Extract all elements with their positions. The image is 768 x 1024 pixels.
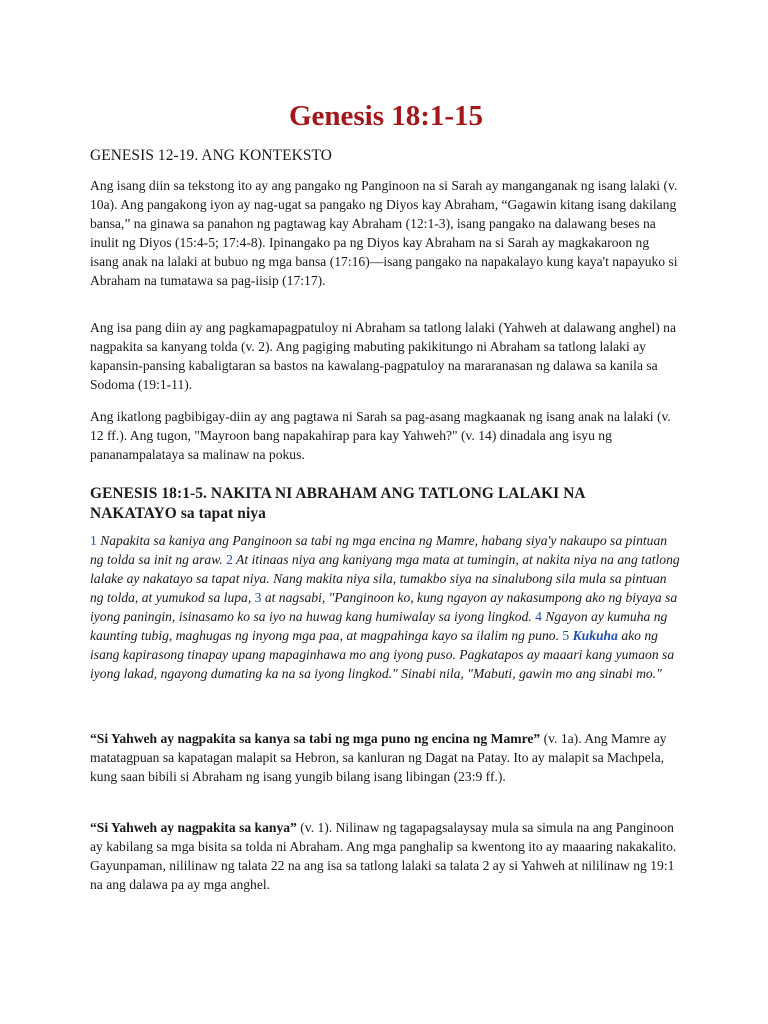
verse-number-4: 4 — [535, 609, 542, 624]
verse-keyword-5: Kukuha — [572, 628, 618, 643]
verse-text-2: At itinaas niya ang kaniyang mga mata at tumingin, at nakita niya na ang tatlong lalake ay nakatayo sa tapat niya. Nang makita niya sila, tumakbo siya na sinalubong sila mula sa pintuan ng tolda, at yumukod sa lupa, — [90, 552, 680, 605]
paragraph-context-1: Ang isang diin sa tekstong ito ay ang pangako ng Panginoon na si Sarah ay manganganak ng isang lalaki (v. 10a). Ang pangakong iyon ay nag-ugat sa pangako ng Diyos kay Abraham, “Gagawin kitang isang dakilang bansa,” na ginawa sa panahon ng pagtawag kay Abraham (12:1-3), isang pangako na dalawang beses na inulit ng Diyos (15:4-5; 17:4-8). Ipinangako pa ng Diyos kay Abraham na si Sarah ay magkakaroon ng isang anak na lalaki at bubuo ng mga bansa (17:16)—isang pangako na napakalayo kung kaya't napayuko si Abraham na tumatawa sa pag-iisip (17:17). — [90, 178, 678, 288]
verse-text-3: at nagsabi, "Panginoon ko, kung ngayon ay nakasumpong ako ng biyaya sa iyong paningin, isinasamo ko sa iyo na huwag kang humiwalay sa iyong lingkod. — [90, 590, 678, 624]
verse-number-3: 3 — [254, 590, 262, 605]
section-heading-line-2: NAKATAYO sa tapat niya — [90, 505, 266, 522]
commentary-lead-2: “Si Yahweh ay nagpakita sa kanya” — [90, 820, 297, 835]
section-heading-genesis-18-1-5 — [90, 484, 682, 524]
section-heading-context: GENESIS 12-19. ANG KONTEKSTO — [90, 147, 332, 164]
page-title: Genesis 18:1-15 — [288, 100, 484, 132]
paragraph-context-3: Ang ikatlong pagbibigay-diin ay ang pagtawa ni Sarah sa pag-asang magkaanak ng isang anak na lalaki (v. 12 ff.). Ang tugon, "Mayroon bang napakahirap para kay Yahweh?" (v. 14) dinadala ang isyu ng pananampalataya sa malinaw na pokus. — [90, 409, 671, 462]
verse-text-4: Ngayon ay kumuha ng kaunting tubig, maghugas ng inyong mga paa, at magpahinga kayo sa ilalim ng puno. — [90, 609, 668, 643]
commentary-text-2: (v. 1). Nilinaw ng tagapagsalaysay mula sa simula na ang Panginoon ay kabilang sa mga bisita sa tolda ni Abraham. Ang mga panghalip sa kwentong ito ay maaaring nakakalito. Gayunpaman, nililinaw ng talata 22 na ang isa sa tatlong lalaki sa talata 2 ay si Yahweh at nililinaw ng 19:1 na ang dalawa pa ay mga anghel. — [90, 820, 677, 892]
scripture-passage — [90, 531, 680, 683]
commentary-text-1: (v. 1a). Ang Mamre ay matatagpuan sa kapatagan malapit sa Hebron, sa kanluran ng Dagat na Patay. Ito ay malapit sa Machpela, kung saan bibili si Abraham ng isang yungib bilang isang libingan (23:9 ff.). — [90, 731, 667, 784]
commentary-paragraph-2 — [90, 818, 680, 894]
verse-number-2: 2 — [226, 552, 233, 567]
paragraph-context-2: Ang isa pang diin ay ang pagkamapagpatuloy ni Abraham sa tatlong lalaki (Yahweh at dalawang anghel) na nagpakita sa kanyang tolda (v. 2). Ang pagiging mabuting pakikitungo ni Abraham sa tatlong lalaki ay kapansin-pansing kabaligtaran sa bastos na kawalang-pagpatuloy na mararanasan ng dalawa sa kanila sa Sodoma (19:1-11). — [90, 320, 677, 392]
commentary-lead-1: “Si Yahweh ay nagpakita sa kanya sa tabi ng mga puno ng encina ng Mamre” — [90, 731, 541, 746]
section-heading-line-1: GENESIS 18:1-5. NAKITA NI ABRAHAM ANG TATLONG LALAKI NA — [90, 485, 586, 502]
verse-number-1: 1 — [90, 533, 97, 548]
verse-text-1: Napakita sa kaniya ang Panginoon sa tabi ng mga encina ng Mamre, habang siya'y nakaupo sa pintuan ng tolda sa init ng araw. — [90, 533, 668, 567]
verse-number-5: 5 — [562, 628, 570, 643]
verse-text-5: ako ng isang kapirasong tinapay upang mapaginhawa mo ang iyong puso. Pagkatapos ay maaari kang yumaon sa iyong lakad, ngayong dumating ka na sa iyong lingkod." Sinabi nila, "Mabuti, gawin mo ang sinabi mo." — [90, 628, 675, 681]
commentary-paragraph-1 — [90, 729, 680, 786]
